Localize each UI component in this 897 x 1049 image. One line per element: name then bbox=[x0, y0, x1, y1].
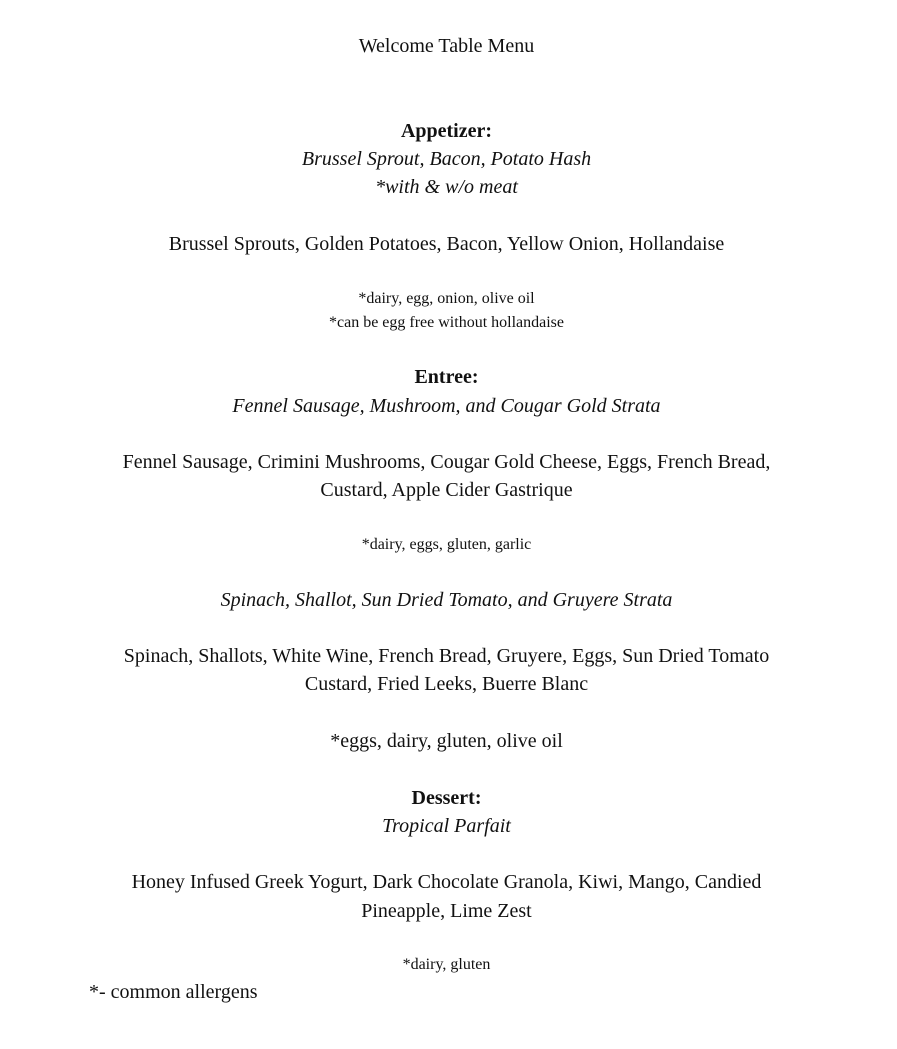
entree-heading: Entree: bbox=[414, 366, 479, 388]
dessert-allergens: *dairy, gluten bbox=[402, 956, 491, 973]
appetizer-description: Brussel Sprouts, Golden Potatoes, Bacon, Yellow Onion, Hollandaise bbox=[168, 233, 725, 255]
appetizer-allergens-note: *can be egg free without hollandaise bbox=[328, 314, 565, 331]
allergen-legend: *- common allergens bbox=[89, 981, 258, 1003]
entree-dish-name: Fennel Sausage, Mushroom, and Cougar Gold Strata bbox=[232, 395, 661, 417]
appetizer-heading: Appetizer: bbox=[400, 120, 493, 142]
entree-description-line: Spinach, Shallots, White Wine, French Bread, Gruyere, Eggs, Sun Dried Tomato bbox=[123, 645, 770, 667]
entree-description-line: Custard, Apple Cider Gastrique bbox=[320, 479, 573, 501]
appetizer-allergens: *dairy, egg, onion, olive oil bbox=[358, 290, 535, 307]
dessert-heading: Dessert: bbox=[411, 787, 482, 809]
entree-allergens: *dairy, eggs, gluten, garlic bbox=[361, 536, 532, 553]
dessert-dish-name: Tropical Parfait bbox=[382, 815, 511, 837]
appetizer-dish-note: *with & w/o meat bbox=[375, 176, 518, 198]
entree-description-line: Fennel Sausage, Crimini Mushrooms, Cougar Gold Cheese, Eggs, French Bread, bbox=[122, 451, 771, 473]
entree-allergens: *eggs, dairy, gluten, olive oil bbox=[330, 730, 563, 752]
entree-dish-name: Spinach, Shallot, Sun Dried Tomato, and Gruyere Strata bbox=[220, 589, 673, 611]
dessert-description-line: Pineapple, Lime Zest bbox=[361, 900, 532, 922]
dessert-description-line: Honey Infused Greek Yogurt, Dark Chocolate Granola, Kiwi, Mango, Candied bbox=[131, 871, 762, 893]
entree-description-line: Custard, Fried Leeks, Buerre Blanc bbox=[304, 673, 589, 695]
appetizer-dish-name: Brussel Sprout, Bacon, Potato Hash bbox=[301, 148, 592, 170]
page-title: Welcome Table Menu bbox=[358, 35, 535, 57]
